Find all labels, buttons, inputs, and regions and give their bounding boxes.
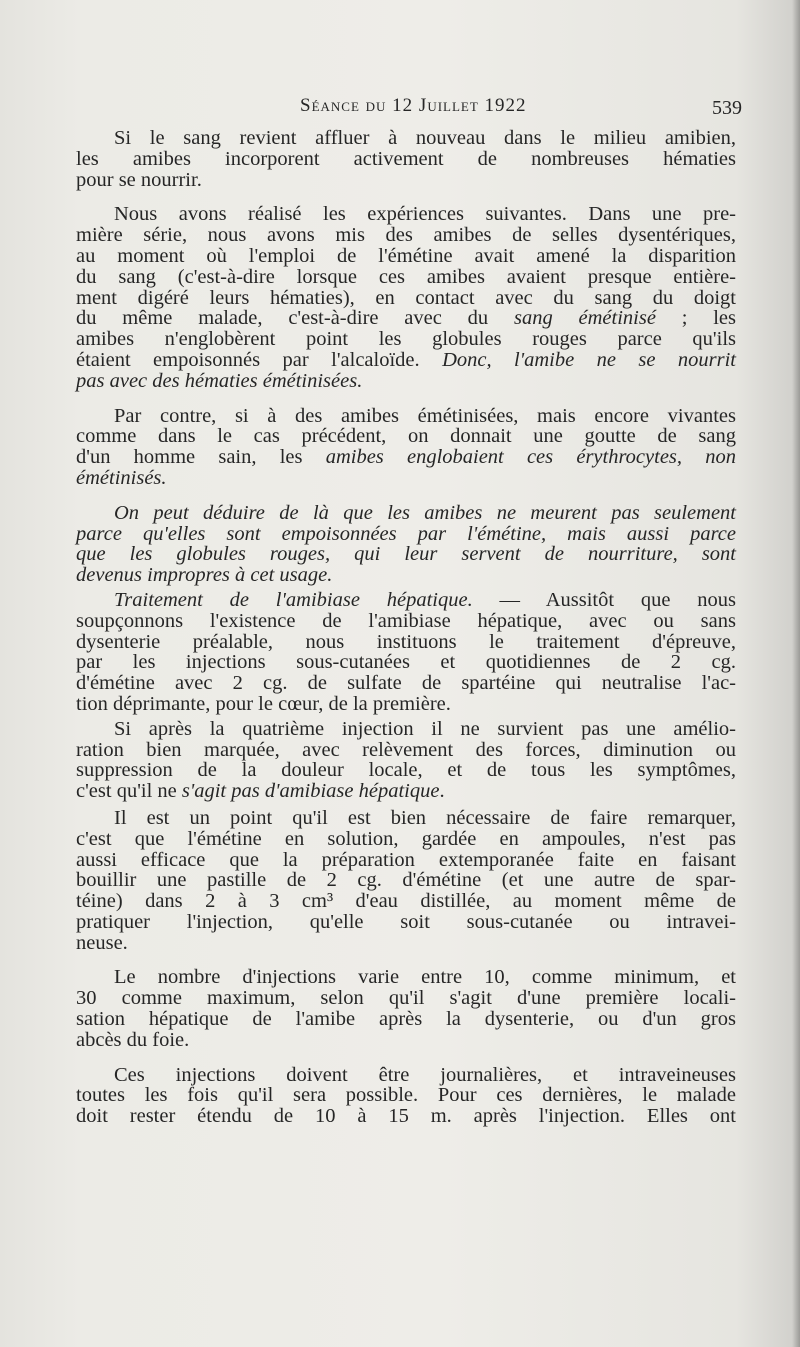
- text-line: que les globules rouges, qui leur servent de nourriture, sont: [76, 543, 736, 566]
- paragraph-1: [76, 128, 736, 190]
- text-segment: d'un homme sain, les: [76, 446, 326, 469]
- section-heading: Traitement de l'amibiase hépatique.: [114, 588, 473, 611]
- body-text: [76, 128, 736, 1127]
- italic-segment: Donc, l'amibe ne se nourrit: [442, 348, 736, 371]
- text-segment: ; les: [655, 307, 736, 330]
- text-segment: c'est qu'il ne: [76, 780, 182, 803]
- text-segment: — Aussitôt que nous: [472, 588, 736, 611]
- text-line: neuse.: [76, 931, 128, 954]
- paragraph-7: [76, 808, 736, 954]
- text-line: [76, 781, 736, 802]
- text-line: On peut déduire de là que les amibes ne meurent pas seulement: [114, 501, 736, 524]
- page-header: [0, 95, 800, 125]
- text-line: 30 comme maximum, selon qu'il s'agit d'une première locali-: [76, 987, 736, 1010]
- text-line: Nous avons réalisé les expériences suivantes. Dans une pre-: [114, 203, 736, 226]
- text-line: aussi efficace que la préparation extemporanée faite en faisant: [76, 848, 736, 871]
- paragraph-5: [76, 590, 736, 715]
- text-line: Si après la quatrième injection il ne survient pas une amélio-: [114, 717, 736, 740]
- text-line: ration bien marquée, avec relèvement des forces, diminution ou: [76, 738, 736, 761]
- italic-segment: amibes englobaient ces érythrocytes, non: [325, 446, 736, 469]
- text-line: par les injections sous-cutanées et quotidiennes de 2 cg.: [76, 651, 736, 674]
- text-line: pour se nourrir.: [76, 168, 202, 191]
- text-line: [76, 308, 736, 329]
- paragraph-3: [76, 406, 736, 489]
- text-line: Si le sang revient affluer à nouveau dans le milieu amibien,: [114, 127, 736, 149]
- text-line: toutes les fois qu'il sera possible. Pour ces dernières, le malade: [76, 1084, 736, 1107]
- italic-segment: s'agit pas d'amibiase hépatique: [181, 780, 440, 803]
- text-line: devenus impropres à cet usage.: [76, 564, 333, 587]
- text-line: c'est que l'émétine en solution, gardée en ampoules, n'est pas: [76, 827, 736, 850]
- text-line: abcès du foie.: [76, 1028, 190, 1051]
- text-line: Le nombre d'injections varie entre 10, comme minimum, et: [114, 966, 736, 989]
- text-line: pratiquer l'injection, qu'elle soit sous-cutanée ou intravei-: [76, 910, 736, 933]
- paragraph-2: [76, 204, 736, 391]
- text-line: Il est un point qu'il est bien nécessaire de faire remarquer,: [114, 806, 736, 829]
- page-edge-shadow: [792, 0, 800, 1347]
- running-title: Séance du 12 Juillet 1922: [300, 95, 527, 116]
- text-line: pas avec des hématies émétinisées.: [76, 369, 363, 392]
- paragraph-8: [76, 967, 736, 1050]
- paragraph-9: [76, 1065, 736, 1127]
- text-line: doit rester étendu de 10 à 15 m. après l'injection. Elles ont: [76, 1105, 736, 1128]
- text-line: d'émétine avec 2 cg. de sulfate de spartéine qui neutralise l'ac-: [76, 672, 736, 695]
- text-line: [76, 350, 736, 371]
- text-line: comme dans le cas précédent, on donnait une goutte de sang: [76, 425, 736, 448]
- text-line: mière série, nous avons mis des amibes de selles dysentériques,: [76, 224, 736, 247]
- text-line: ment digéré leurs hématies), en contact avec du sang du doigt: [76, 286, 736, 309]
- paragraph-4: [76, 503, 736, 586]
- text-line: parce qu'elles sont empoisonnées par l'émétine, mais aussi parce: [76, 522, 736, 545]
- text-line: les amibes incorporent activement de nombreuses hématies: [76, 147, 736, 170]
- italic-segment: sang émétinisé: [513, 307, 656, 330]
- text-line: soupçonnons l'existence de l'amibiase hépatique, avec ou sans: [76, 609, 736, 632]
- text-line: dysenterie préalable, nous instituons le traitement d'épreuve,: [76, 630, 736, 653]
- text-line: au moment où l'emploi de l'émétine avait amené la disparition: [76, 244, 736, 267]
- page-number: 539: [712, 97, 742, 119]
- text-line: tion déprimante, pour le cœur, de la première.: [76, 692, 451, 715]
- text-segment: du même malade, c'est-à-dire avec du: [76, 307, 514, 330]
- text-line: [76, 447, 736, 468]
- text-line: Ces injections doivent être journalières, et intraveineuses: [114, 1063, 736, 1086]
- text-line: téine) dans 2 à 3 cm³ d'eau distillée, au moment même de: [76, 890, 736, 913]
- text-line: [76, 590, 736, 611]
- text-line: Par contre, si à des amibes émétinisées, mais encore vivantes: [114, 404, 736, 427]
- text-segment: étaient empoisonnés par l'alcaloïde.: [76, 348, 443, 371]
- text-line: bouillir une pastille de 2 cg. d'émétine (et une autre de spar-: [76, 869, 736, 892]
- text-line: sation hépatique de l'amibe après la dysenterie, ou d'un gros: [76, 1008, 736, 1031]
- paragraph-6: [76, 719, 736, 802]
- text-line: du sang (c'est-à-dire lorsque ces amibes avaient presque entière-: [76, 265, 736, 288]
- text-line: amibes n'englobèrent point les globules rouges parce qu'ils: [76, 328, 736, 351]
- text-segment: .: [439, 780, 445, 803]
- text-line: émétinisés.: [76, 466, 167, 489]
- text-line: suppression de la douleur locale, et de tous les symptômes,: [76, 759, 736, 782]
